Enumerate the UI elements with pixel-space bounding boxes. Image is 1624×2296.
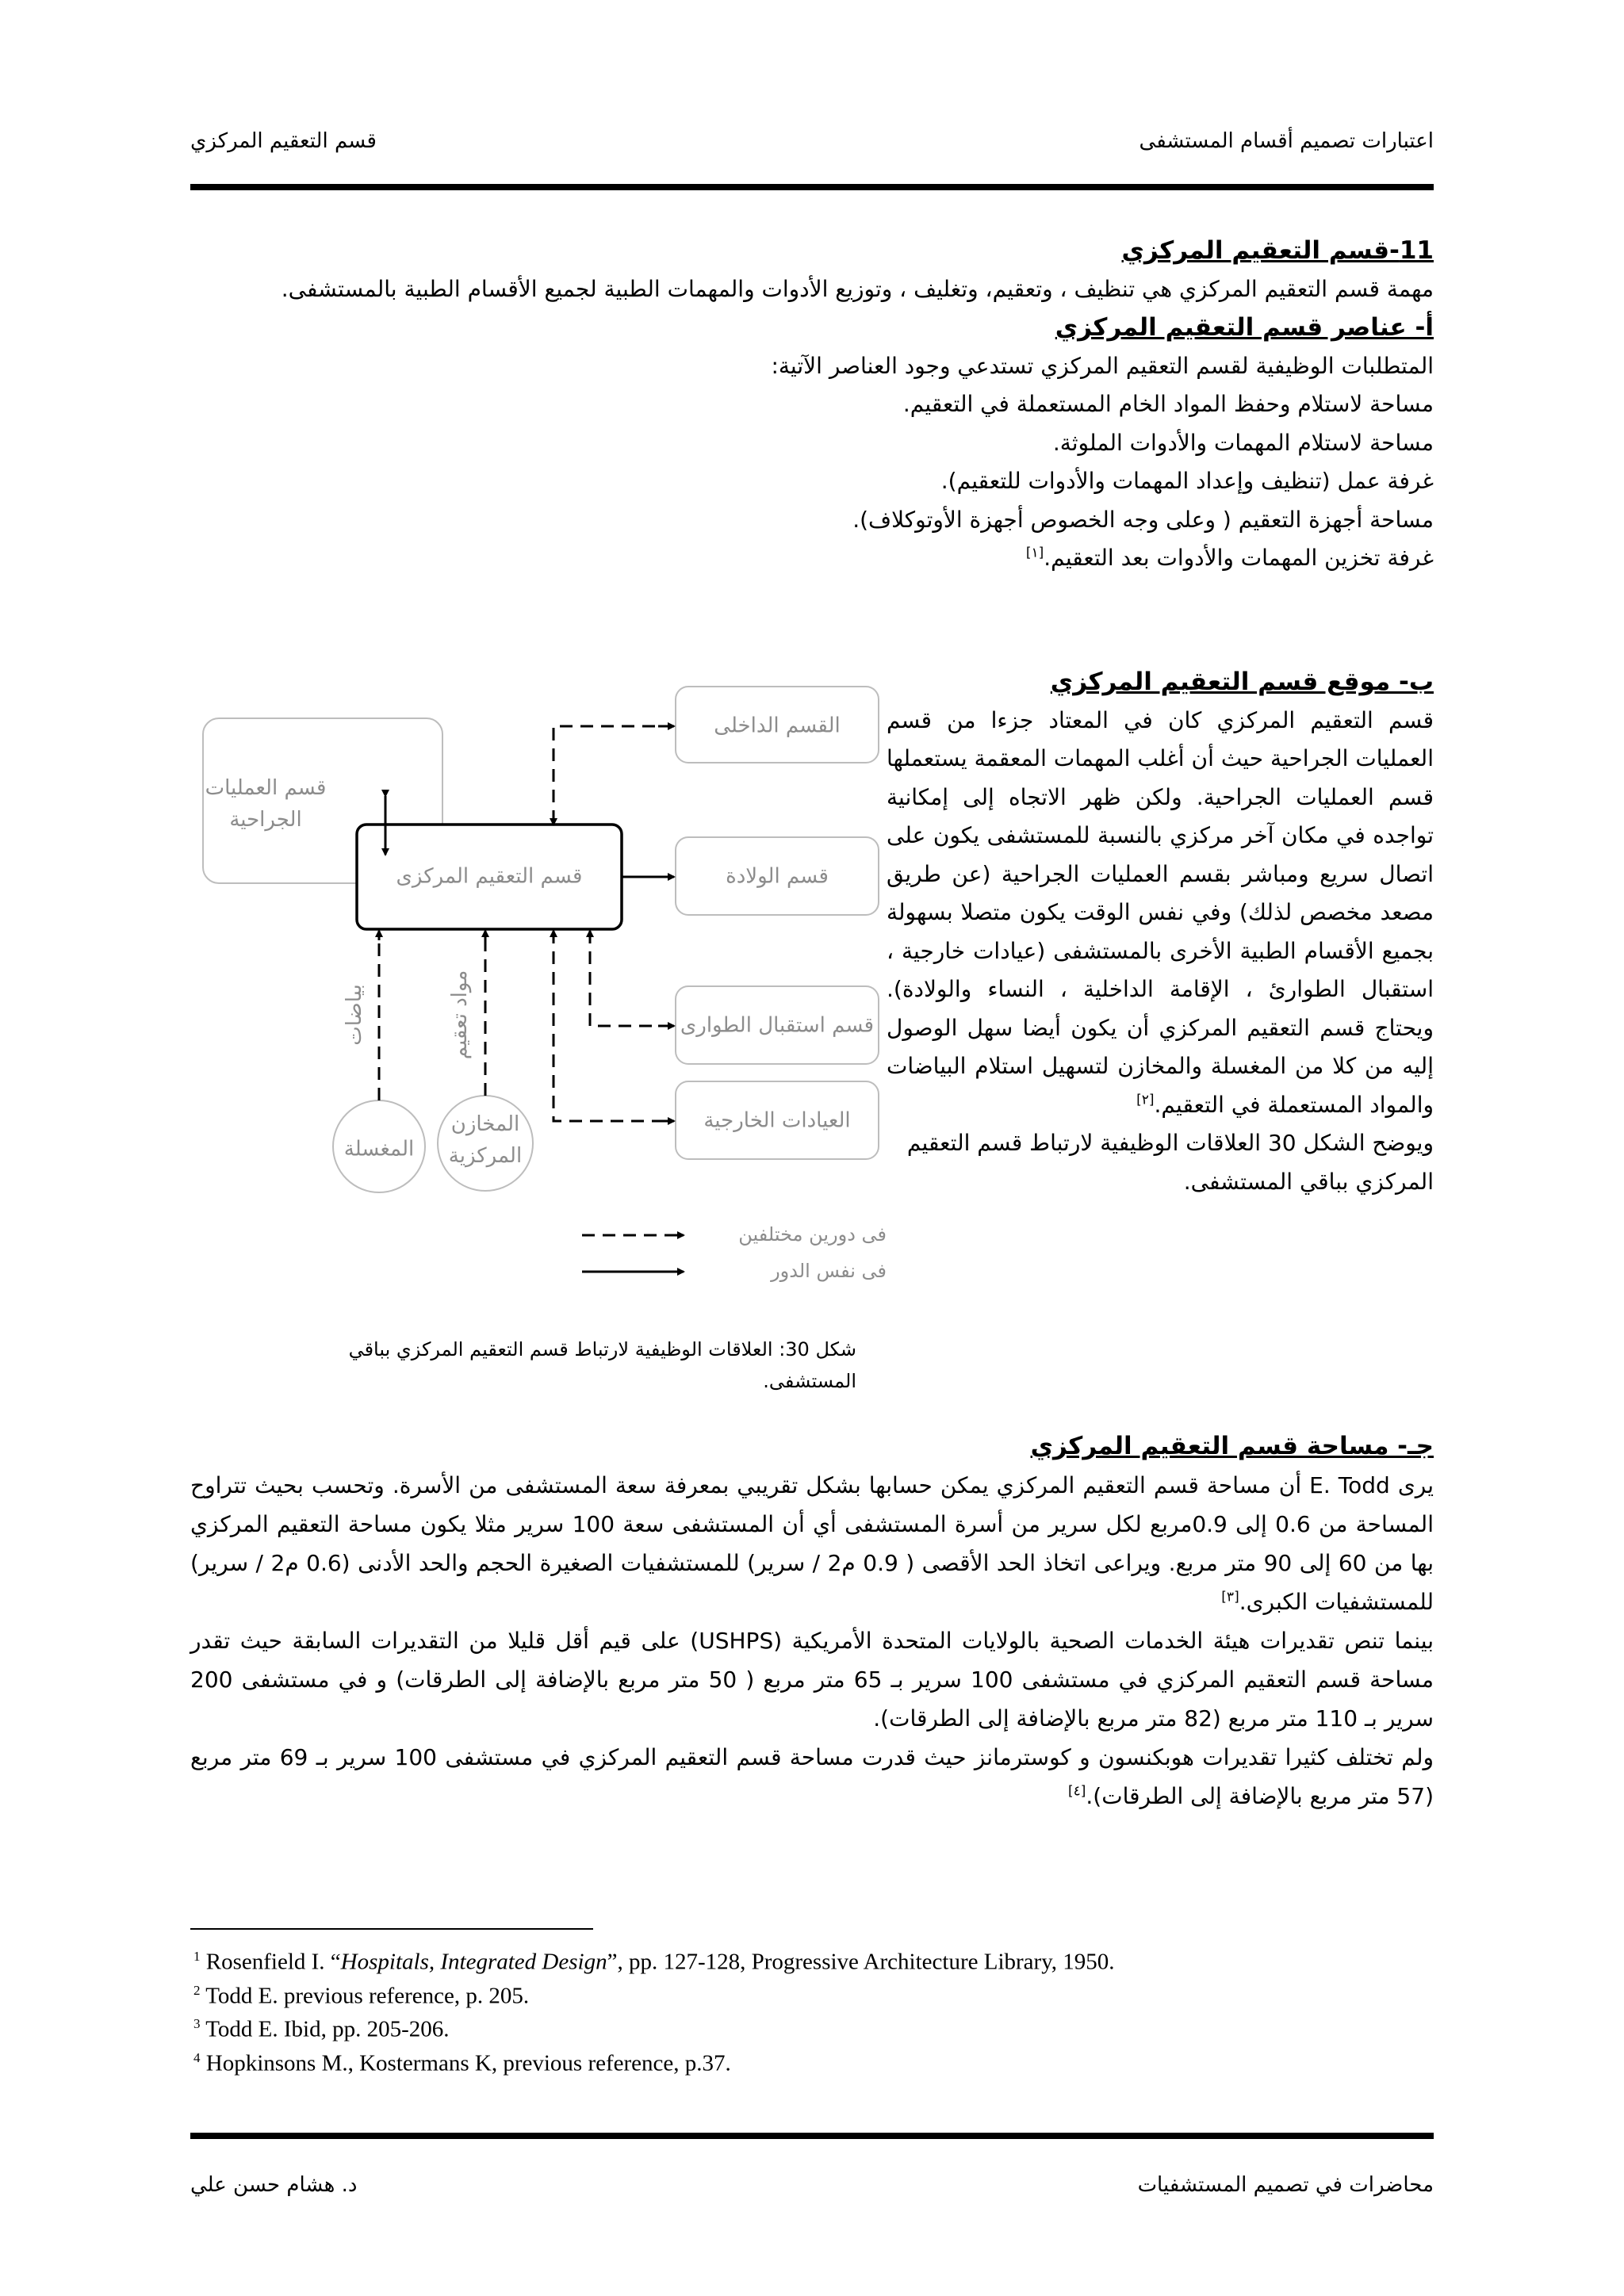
linens-label: بياضات xyxy=(343,984,366,1046)
subsection-c-title: جـ- مساحة قسم التعقيم المركزي xyxy=(1030,1432,1434,1460)
footnote-text: Todd E. previous reference, p. 205. xyxy=(205,1983,530,2009)
subsection-c-paragraph-2: بينما تنص تقديرات هيئة الخدمات الصحية بالولايات المتحدة الأمريكية (USHPS) على قيم أقل قليلا من التقديرات السابقة حيث تقدر مساحة قسم التعقيم المركزي في مستشفى 100 سرير بـ 65 متر مربع ( 50 متر مربع بالإضافة إلى الطرقات) و في مستشفى 200 سرير بـ 110 متر مربع (82 متر مربع بالإضافة إلى الطرقات). xyxy=(190,1628,1434,1732)
citation-4: [٤] xyxy=(1067,1783,1086,1800)
surgery-label-2: الجراحية xyxy=(229,808,302,832)
inpatient-link-line xyxy=(553,726,666,823)
emergency-label: قسم استقبال الطوارى xyxy=(680,1013,875,1038)
footer-left: د. هشام حسن علي xyxy=(190,2173,358,2197)
intro-paragraph: مهمة قسم التعقيم المركزي هي تنظيف ، وتعقيم، وتغليف ، وتوزيع الأدوات والمهمات الطبية لجميع الأقسام الطبية بالمستشفى. xyxy=(281,275,1434,302)
header-rule xyxy=(190,184,1434,190)
subsection-c-paragraph-1 xyxy=(190,1466,1434,1621)
list-item: غرفة عمل (تنظيف وإعداد المهمات والأدوات للتعقيم). xyxy=(940,468,1434,494)
central-stores-label-1: المخازن xyxy=(450,1112,520,1136)
footnote-number: 3 xyxy=(193,2016,201,2032)
footnote-text: Rosenfield I. “ xyxy=(205,1949,341,1975)
subsection-a-lead: المتطلبات الوظيفية لقسم التعقيم المركزي تستدعي وجود العناصر الآتية: xyxy=(771,352,1434,379)
laundry-label: المغسلة xyxy=(343,1137,415,1161)
subsection-c-text-3: ولم تختلف كثيرا تقديرات هوبكنسون و كوسترمانز حيث قدرت مساحة قسم التعقيم المركزي في مستشفى 100 سرير بـ 69 متر مربع (57 متر مربع بالإضافة إلى الطرقات). xyxy=(190,1744,1434,1809)
footer-rule xyxy=(190,2133,1434,2139)
list-item: مساحة لاستلام المهمات والأدوات الملوثة. xyxy=(1052,429,1434,456)
subsection-b-text2: ويوضح الشكل 30 العلاقات الوظيفية لارتباط قسم التعقيم المركزي بباقي المستشفى. xyxy=(906,1130,1434,1195)
legend-solid-label: فى نفس الدور xyxy=(771,1260,887,1282)
subsection-b-block xyxy=(887,663,1434,1201)
footnote-number: 1 xyxy=(193,1949,201,1964)
subsection-b-text: قسم التعقيم المركزي كان في المعتاد جزءا من قسم العمليات الجراحية حيث أن أغلب المهمات المعقمة يستعملها قسم العمليات الجراحية. ولكن ظهر الاتجاه إلى إمكانية تواجده في مكان آخر مركزي بالنسبة للمستشفى يكون على اتصال سريع ومباشر بقسم العمليات الجراحية (عن طريق مصعد مخصص لذلك) وفي نفس الوقت يكون متصلا بسهولة بجميع الأقسام الطبية الأخرى بالمستشفى (عيادات خارجية ، استقبال الطوارئ ، الإقامة الداخلية ، النساء والولادة). ويحتاج قسم التعقيم المركزي أن يكون أيضا سهل الوصول إليه من كلا من المغسلة والمخازن لتسهيل استلام البياضات والمواد المستعملة في التعقيم. xyxy=(887,706,1434,1118)
section-intro-block xyxy=(190,232,1434,578)
figure-caption: شكل 30: العلاقات الوظيفية لارتباط قسم التعقيم المركزي بباقي المستشفى. xyxy=(348,1338,856,1392)
footnote-title: Hospitals, Integrated Design xyxy=(340,1949,607,1975)
maternity-label: قسم الولادة xyxy=(726,864,829,889)
inpatient-label: القسم الداخلى xyxy=(714,714,841,738)
header-left: قسم التعقيم المركزي xyxy=(190,129,377,153)
subsection-c-block xyxy=(190,1427,1434,1816)
citation-2: [٢] xyxy=(1136,1092,1155,1108)
central-sterilization-label: قسم التعقيم المركزى xyxy=(396,864,583,889)
subsection-c-text-1: يرى E. Todd أن مساحة قسم التعقيم المركزي يمكن حسابها بشكل تقريبي بمعرفة سعة المستشفى من الأسرة. وتحسب بحيث تتراوح المساحة من 0.6 إلى 0.9مربع لكل سرير من أسرة المستشفى أي أن المستشفى سعة 100 سرير مثلا يكون مساحة التعقيم المركزي بها من 60 إلى 90 متر مربع. ويراعى اتخاذ الحد الأقصى ( 0.9 م2 / سرير) للمستشفيات الصغيرة الحجم والحد الأدنى (0.6 م2 / سرير) للمستشفيات الكبرى. xyxy=(190,1472,1434,1615)
footnote-3 xyxy=(193,2010,1115,2044)
list-item: مساحة أجهزة التعقيم ( وعلى وجه الخصوص أجهزة الأوتوكلاف). xyxy=(852,506,1434,533)
footnote-text: Hopkinsons M., Kostermans K, previous reference, p.37. xyxy=(205,2050,731,2076)
section-title: 11-قسم التعقيم المركزي xyxy=(1121,236,1434,265)
footnotes xyxy=(193,1942,1115,2078)
footnote-text: ”, pp. 127-128, Progressive Architecture Library, 1950. xyxy=(607,1949,1115,1975)
materials-label: مواد تعقيم xyxy=(448,970,472,1060)
footnote-number: 4 xyxy=(193,2049,201,2065)
outpatient-label: العيادات الخارجية xyxy=(703,1108,851,1133)
functional-relations-diagram xyxy=(198,666,896,1300)
central-stores-label-2: المركزية xyxy=(448,1144,523,1168)
legend-dashed-label: فى دورين مختلفين xyxy=(738,1223,887,1246)
central-stores-circle xyxy=(438,1096,533,1191)
footnote-4 xyxy=(193,2044,1115,2078)
footnote-text: Todd E. Ibid, pp. 205-206. xyxy=(205,2016,450,2042)
subsection-a-title: أ- عناصر قسم التعقيم المركزي xyxy=(1055,313,1434,342)
footnote-rule xyxy=(190,1928,593,1930)
footer-right: محاضرات في تصميم المستشفيات xyxy=(1137,2173,1434,2197)
footnote-number: 2 xyxy=(193,1982,201,1998)
citation-1: [١] xyxy=(1025,545,1044,561)
footnote-1 xyxy=(193,1942,1115,1976)
subsection-b-paragraph xyxy=(887,702,1434,1125)
header-right: اعتبارات تصميم أقسام المستشفى xyxy=(1139,129,1434,153)
citation-3: [٣] xyxy=(1221,1589,1239,1605)
footnote-2 xyxy=(193,1976,1115,2011)
surgery-label-1: قسم العمليات xyxy=(205,776,327,800)
list-item: مساحة لاستلام وحفظ المواد الخام المستعملة في التعقيم. xyxy=(902,391,1434,417)
subsection-b-title: ب- موقع قسم التعقيم المركزي xyxy=(1050,668,1434,696)
emergency-link-line xyxy=(590,931,666,1026)
list-item-text: غرفة تخزين المهمات والأدوات بعد التعقيم. xyxy=(1044,545,1434,571)
list-item xyxy=(190,539,1434,578)
subsection-c-paragraph-3 xyxy=(190,1738,1434,1816)
